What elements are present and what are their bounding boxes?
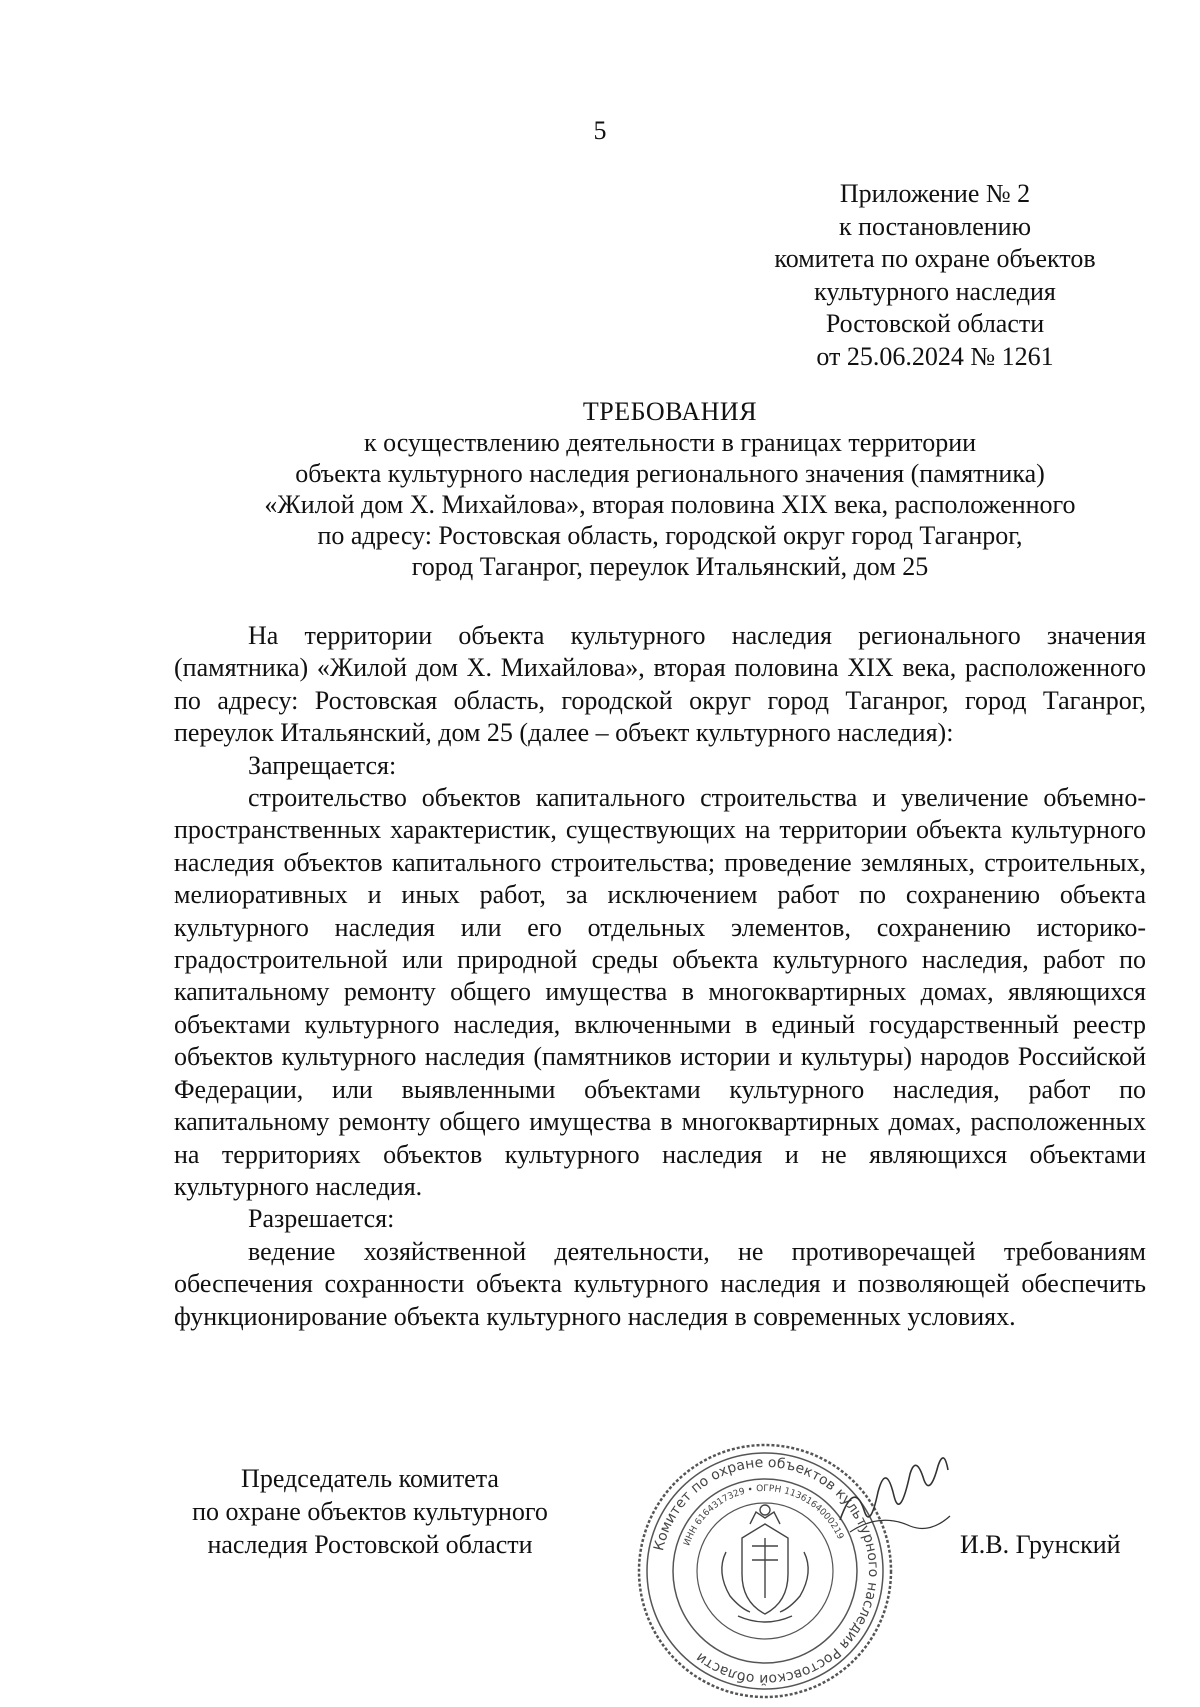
position-line: Председатель комитета bbox=[241, 1464, 499, 1493]
appendix-block bbox=[770, 178, 1100, 373]
appendix-line: от 25.06.2024 № 1261 bbox=[816, 341, 1054, 371]
title-line: к осуществлению деятельности в границах территории bbox=[363, 428, 977, 457]
appendix-line: комитета по охране объектов bbox=[774, 244, 1096, 273]
title-line: объекта культурного наследия регионального значения (памятника) bbox=[295, 459, 1045, 488]
position-line: наследия Ростовской области bbox=[207, 1530, 533, 1559]
document-title-block bbox=[170, 396, 1170, 582]
appendix-line: к постановлению bbox=[838, 211, 1032, 241]
title-line: по адресу: Ростовская область, городской округ город Таганрог, bbox=[317, 521, 1023, 550]
prohibited-paragraph: строительство объектов капитального строительства и увеличение объемно-пространственных характеристик, существующих на территории объекта культурного наследия объектов капитального строительства; проведение земляных, строительных, мелиоративных и иных работ, за исключением работ по сохранению объекта культурного наследия или его отдельных элементов, сохранению историко-градостроительной или природной среды объекта культурного наследия, работ по капитальному ремонту общего имущества в многоквартирных домах, являющихся объектами культурного наследия, включенными в единый государственный реестр объектов культурного наследия (памятников истории и культуры) народов Российской Федерации, или выявленными объектами культурного наследия, работ по капитальному ремонту общего имущества в многоквартирных домах, расположенных на территориях объектов культурного наследия и не являющихся объектами культурного наследия. bbox=[174, 783, 1146, 1201]
title-line: город Таганрог, переулок Итальянский, дом 25 bbox=[411, 552, 929, 581]
title-line: «Жилой дом Х. Михайлова», вторая половина XIX века, расположенного bbox=[264, 490, 1076, 519]
page-number: 5 bbox=[593, 116, 607, 145]
allowed-paragraph: ведение хозяйственной деятельности, не противоречащей требованиям обеспечения сохранности объекта культурного наследия и позволяющей обеспечить функционирование объекта культурного наследия в современных условиях. bbox=[174, 1236, 1146, 1331]
document-body bbox=[174, 620, 1146, 1333]
coat-of-arms-icon bbox=[722, 1505, 808, 1622]
seal-outer-text: Комитет по охране объектов культурного наследия Ростовской области bbox=[651, 1454, 882, 1688]
document-title: ТРЕБОВАНИЯ bbox=[582, 397, 758, 426]
appendix-line: Приложение № 2 bbox=[839, 179, 1031, 208]
allowed-heading: Разрешается: bbox=[248, 1204, 395, 1234]
signer-name: И.В. Грунский bbox=[960, 1530, 1121, 1559]
signatory-position bbox=[160, 1462, 580, 1561]
appendix-line: Ростовской области bbox=[825, 309, 1045, 338]
appendix-line: культурного наследия bbox=[814, 276, 1056, 306]
seal-inner-text: ИНН 6164317329 • ОГРН 1136164000219 bbox=[682, 1483, 846, 1548]
intro-paragraph: На территории объекта культурного наследия регионального значения (памятника) «Жилой дом Х. Михайлова», вторая половина XIX века, расположенного по адресу: Ростовская область, городской округ город Таганрог, город Таганрог, переулок Итальянский, дом 25 (далее – объект культурного наследия): bbox=[174, 621, 1146, 748]
handwritten-signature bbox=[830, 1450, 960, 1570]
signature-scribble bbox=[830, 1450, 960, 1570]
prohibited-heading: Запрещается: bbox=[248, 750, 397, 780]
position-line: по охране объектов культурного bbox=[192, 1497, 548, 1526]
